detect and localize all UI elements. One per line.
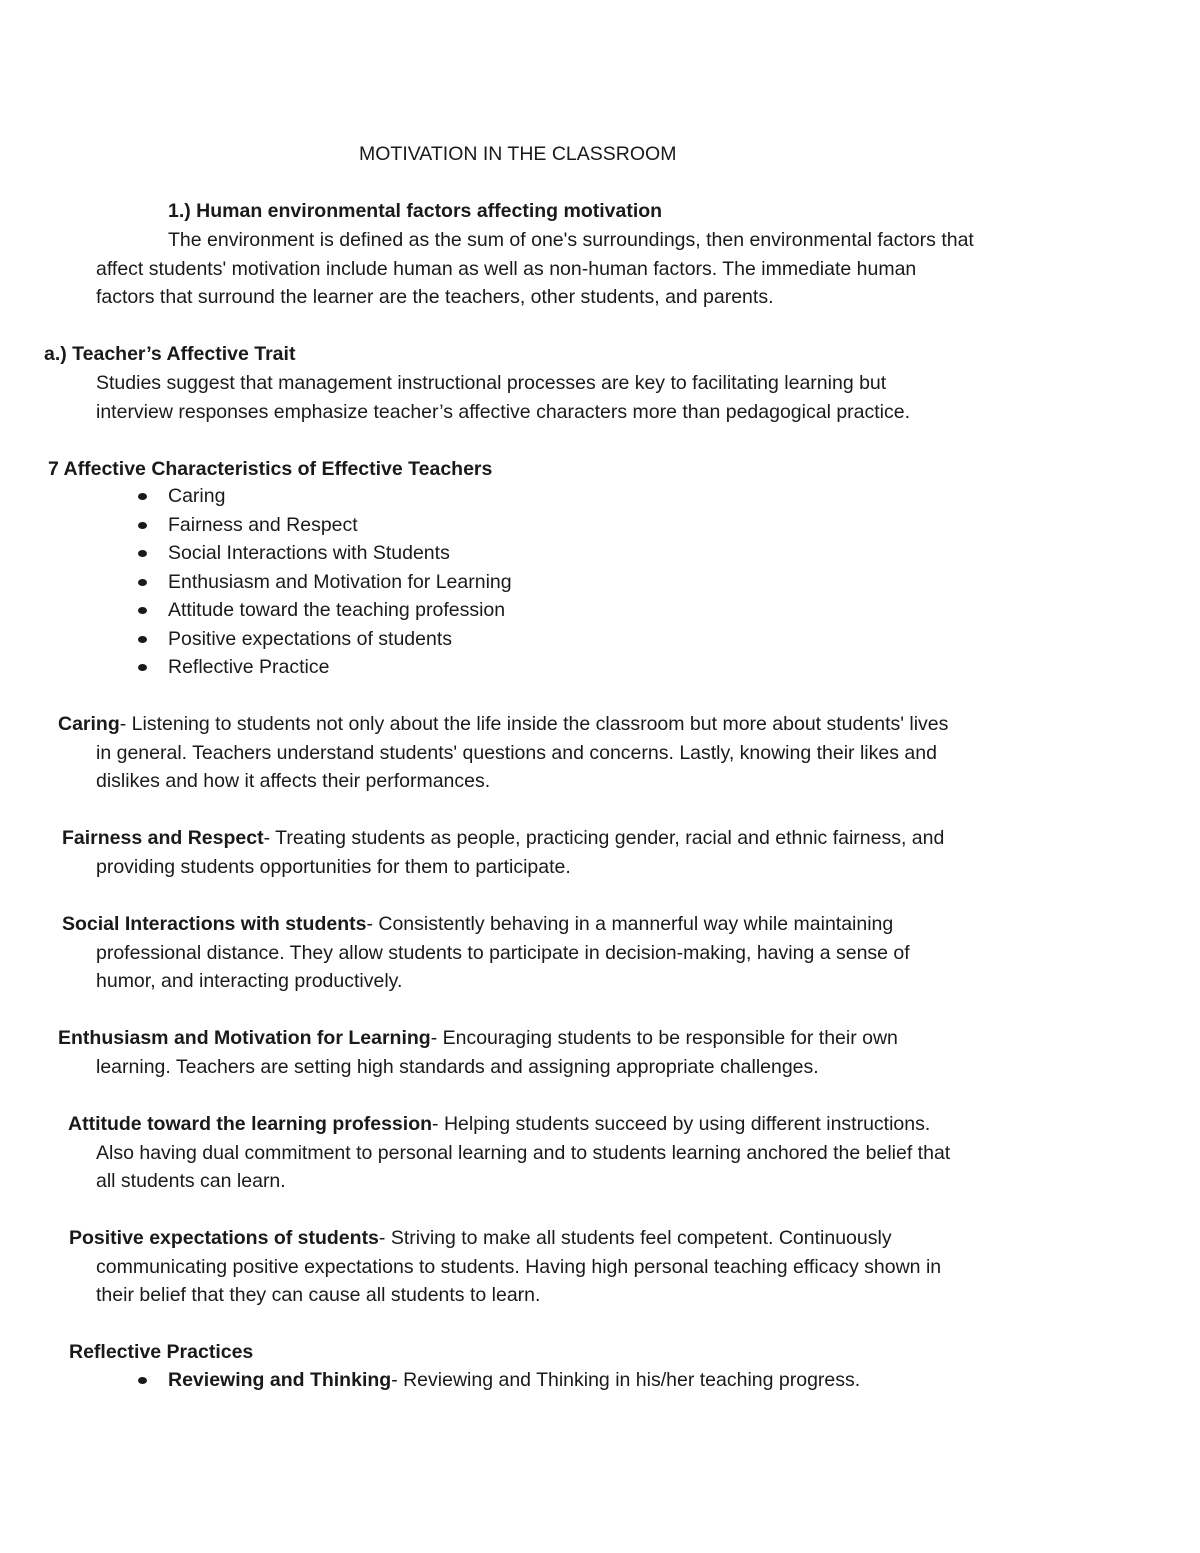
definition-term: Fairness and Respect (62, 827, 264, 849)
section-paragraph-affective-trait (96, 369, 1096, 426)
list-item-label: Attitude toward the teaching profession (168, 599, 506, 621)
paragraph-line: affect students' motivation include human as well as non-human factors. The immediate human (96, 257, 917, 280)
definition-text: - Encouraging students to be responsible for their own (430, 1027, 898, 1049)
definition-line: dislikes and how it affects their performances. (96, 770, 491, 792)
bullet-icon (138, 493, 147, 500)
definition-fairness-respect (62, 824, 1062, 881)
definition-attitude (68, 1110, 1068, 1196)
bullet-icon (138, 664, 147, 671)
definition-text: - Reviewing and Thinking in his/her teaching progress. (391, 1369, 861, 1391)
bullet-icon (138, 550, 147, 557)
list-item (0, 539, 512, 568)
page-title: MOTIVATION IN THE CLASSROOM (359, 143, 677, 165)
list-item-label: Enthusiasm and Motivation for Learning (168, 570, 512, 593)
definition-term: Caring (58, 713, 120, 735)
definition-term: Attitude toward the learning profession (68, 1113, 433, 1135)
bullet-icon (138, 579, 147, 586)
list-item (0, 1366, 860, 1395)
definition-text: - Striving to make all students feel competent. Continuously (378, 1227, 892, 1249)
definition-first-line (62, 824, 1062, 853)
definition-line: providing students opportunities for them to participate. (96, 855, 571, 878)
characteristics-list (0, 482, 512, 682)
list-item-label: Fairness and Respect (168, 513, 358, 536)
definition-text: - Consistently behaving in a mannerful way while maintaining (366, 913, 894, 935)
bullet-icon (138, 522, 147, 529)
definition-first-line (69, 1224, 1069, 1253)
section-paragraph-human-factors (96, 226, 1096, 312)
section-heading-affective-trait: a.) Teacher’s Affective Trait (44, 343, 296, 365)
definition-line: in general. Teachers understand students' questions and concerns. Lastly, knowing their likes and (96, 741, 937, 764)
definition-enthusiasm (58, 1024, 1058, 1081)
list-item-label: Social Interactions with Students (168, 542, 450, 564)
paragraph-line: factors that surround the learner are the teachers, other students, and parents. (96, 286, 774, 308)
list-item (0, 596, 512, 625)
list-item-label: Caring (168, 485, 226, 507)
definition-line: Also having dual commitment to personal learning and to students learning anchored the belief that (96, 1141, 951, 1164)
definition-text: - Treating students as people, practicing gender, racial and ethnic fairness, and (263, 827, 945, 849)
bullet-icon (138, 607, 147, 614)
definition-first-line (58, 710, 1058, 739)
paragraph-line: Studies suggest that management instructional processes are key to facilitating learning but (96, 372, 887, 394)
definition-line: communicating positive expectations to students. Having high personal teaching efficacy shown in (96, 1255, 942, 1278)
definition-first-line (58, 1024, 1058, 1053)
paragraph-line: The environment is defined as the sum of one's surroundings, then environmental factors that (168, 229, 974, 251)
paragraph-line: interview responses emphasize teacher’s affective characters more than pedagogical practice. (96, 400, 911, 423)
reflective-practices-heading: Reflective Practices (69, 1341, 254, 1363)
list-item (0, 625, 512, 654)
definition-term: Reviewing and Thinking (168, 1369, 392, 1391)
list-item (0, 511, 512, 540)
list-item-label: Reflective Practice (168, 656, 330, 678)
definition-text: - Listening to students not only about the life inside the classroom but more about students' lives (119, 713, 949, 735)
definition-term: Social Interactions with students (62, 913, 367, 935)
list-item (0, 568, 512, 597)
bullet-icon (138, 636, 147, 643)
characteristics-heading: 7 Affective Characteristics of Effective Teachers (48, 458, 493, 480)
section-heading-human-factors: 1.) Human environmental factors affecting motivation (168, 200, 663, 222)
definition-first-line (62, 910, 1062, 939)
definition-caring (58, 710, 1058, 796)
list-item-label: Positive expectations of students (168, 627, 452, 650)
definition-line: all students can learn. (96, 1170, 286, 1192)
definition-line: professional distance. They allow students to participate in decision-making, having a sense of (96, 941, 910, 964)
definition-term: Positive expectations of students (69, 1227, 379, 1249)
definition-line: their belief that they can cause all students to learn. (96, 1284, 541, 1306)
definition-term: Enthusiasm and Motivation for Learning (58, 1027, 431, 1049)
definition-social-interactions (62, 910, 1062, 996)
list-item (0, 653, 512, 682)
definition-line: learning. Teachers are setting high standards and assigning appropriate challenges. (96, 1055, 819, 1078)
bullet-icon (138, 1377, 147, 1384)
definition-first-line (68, 1110, 1068, 1139)
definition-text: - Helping students succeed by using different instructions. (432, 1113, 931, 1135)
definition-line: humor, and interacting productively. (96, 970, 403, 992)
definition-positive-expectations (69, 1224, 1069, 1310)
list-item (0, 482, 512, 511)
